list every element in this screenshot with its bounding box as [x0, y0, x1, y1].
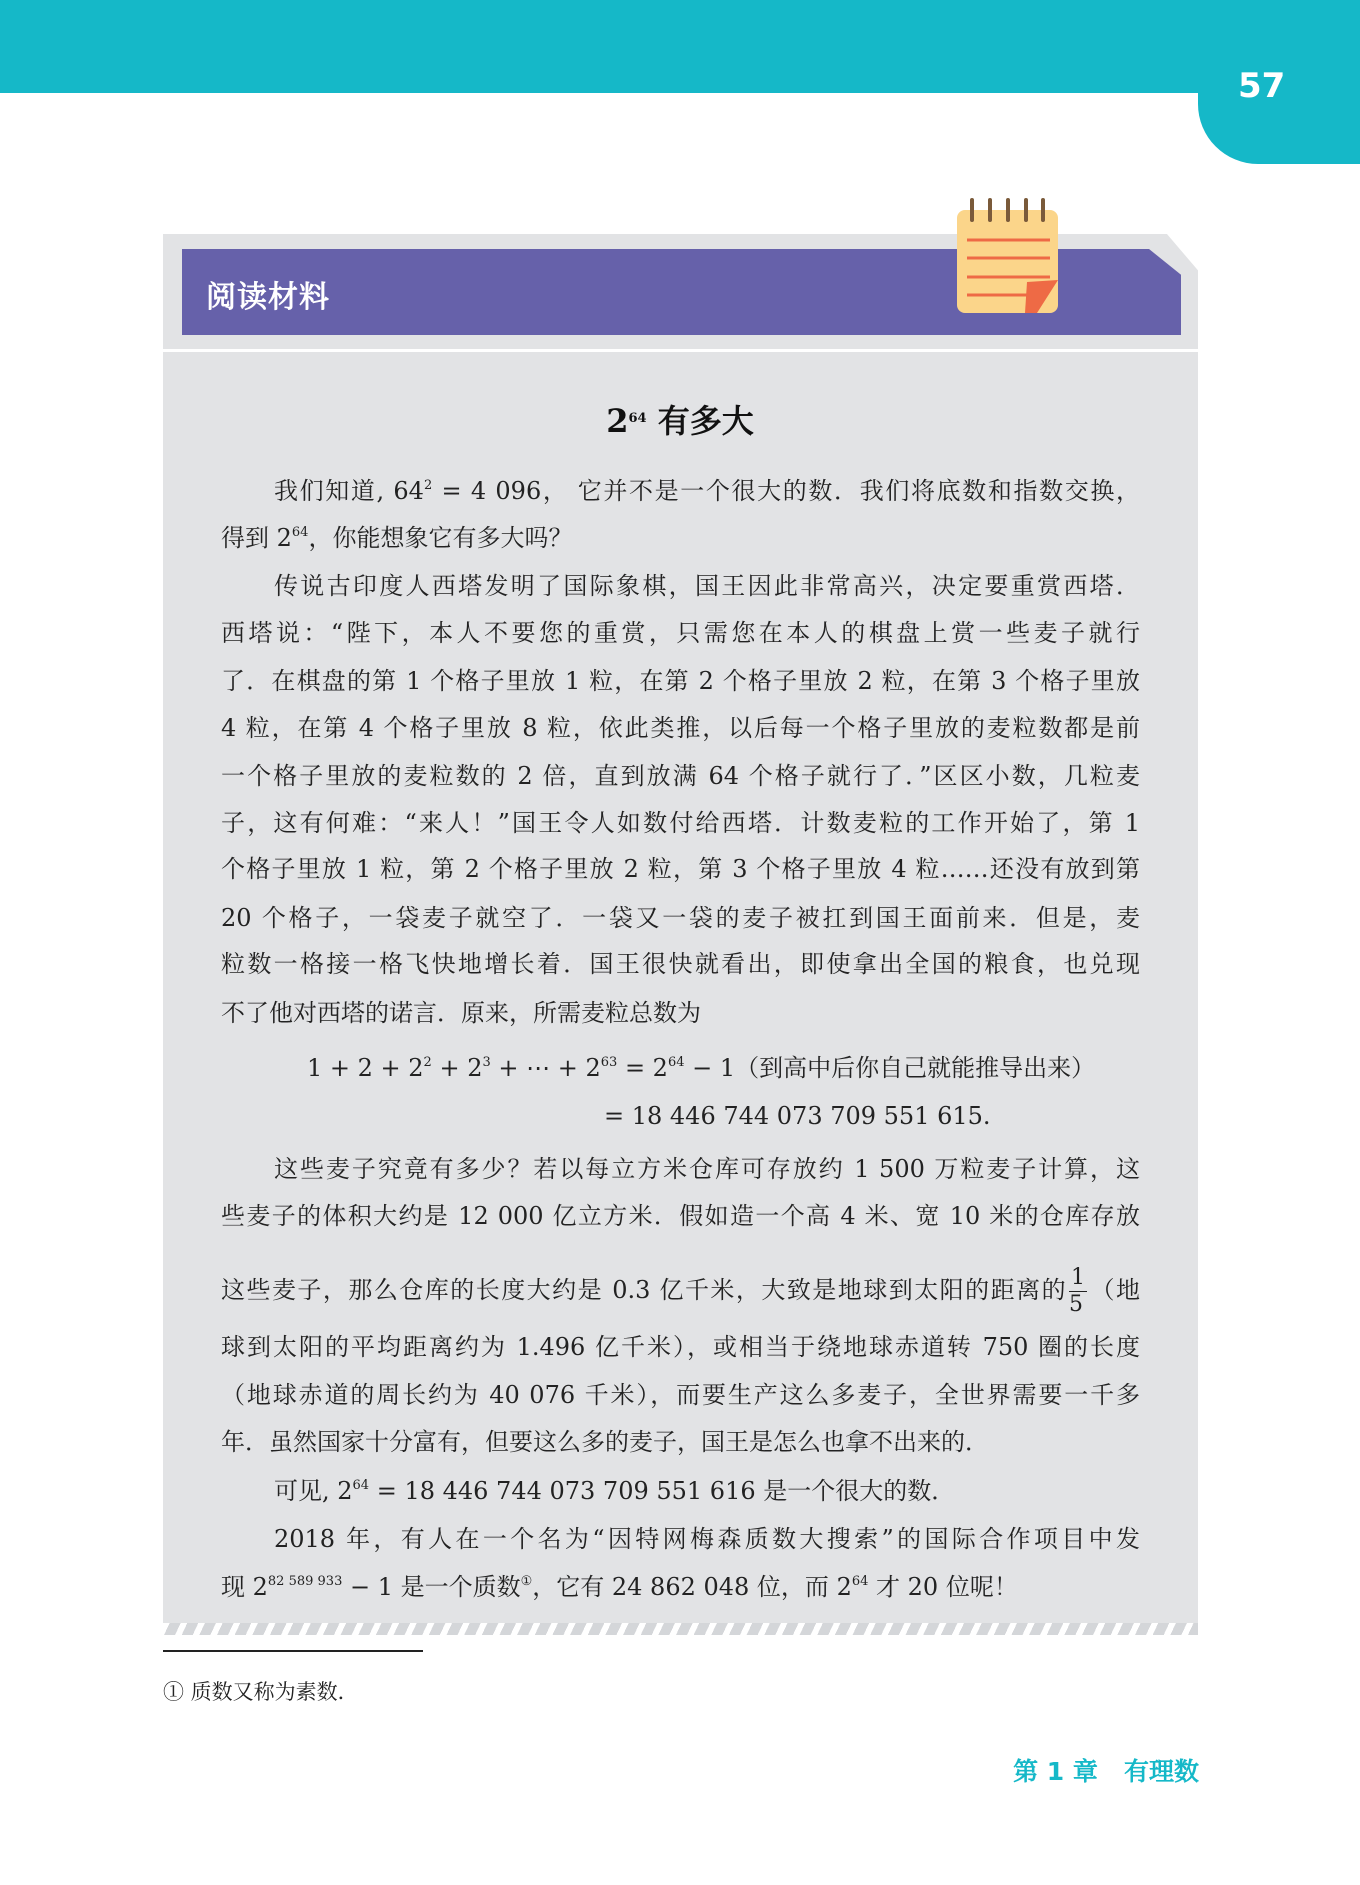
text-segment: = 2	[617, 1053, 668, 1082]
text-segment: − 1（到高中后你自己就能推导出来）	[684, 1053, 1096, 1082]
text-line	[221, 806, 1140, 840]
text-line	[221, 947, 1140, 981]
section-label: 阅读材料	[206, 280, 330, 315]
fraction-numerator: 1	[1071, 1264, 1086, 1290]
text-segment: 4 粒，在第 4 个格子里放 8 粒，依此类推，以后每一个格子里放的麦粒数都是前	[221, 713, 1140, 742]
superscript: 64	[851, 1574, 869, 1590]
text-segment: 子，这有何难：“来人！”国王令人如数付给西塔．计数麦粒的工作开始了，第 1	[221, 808, 1140, 837]
superscript: 64	[352, 1478, 370, 1494]
text-segment: 传说古印度人西塔发明了国际象棋，国王因此非常高兴，决定要重赏西塔．	[274, 571, 1140, 600]
text-line	[274, 1474, 1140, 1508]
text-segment: 得到 2	[221, 523, 292, 552]
text-line	[274, 569, 1140, 603]
formula-line	[307, 1051, 1095, 1085]
chapter-footer: 第 1 章 有理数	[1013, 1757, 1199, 1786]
article-title	[0, 396, 1360, 442]
text-line	[221, 1199, 1140, 1233]
title-text: 有多大	[646, 402, 754, 440]
text-segment: 2018 年，有人在一个名为“因特网梅森质数大搜索”的国际合作项目中发	[274, 1525, 1140, 1554]
text-segment: 西塔说：“陛下，本人不要您的重赏，只需您在本人的棋盘上赏一些麦子就行	[221, 618, 1140, 647]
text-segment: （地	[1089, 1275, 1140, 1304]
text-segment: = 4 096， 它并不是一个很大的数．我们将底数和指数交换，	[432, 476, 1141, 505]
text-segment: 20 个格子，一袋麦子就空了．一袋又一袋的麦子被扛到国王面前来．但是，麦	[221, 903, 1140, 932]
header-divider	[163, 349, 1198, 352]
text-segment: 我们知道, 64	[274, 476, 424, 505]
superscript: 3	[482, 1054, 491, 1070]
notepad-icon	[957, 198, 1058, 313]
text-line	[221, 711, 1140, 745]
fraction	[1069, 1265, 1087, 1318]
superscript: 63	[600, 1054, 618, 1070]
text-segment: 不了他对西塔的诺言．原来，所需麦粒总数为	[221, 998, 701, 1027]
text-segment: + ⋯ + 2	[490, 1053, 601, 1082]
footnote-rule	[163, 1650, 423, 1652]
text-segment: 可见, 2	[274, 1477, 353, 1506]
superscript: 2	[423, 1054, 432, 1070]
superscript: ①	[520, 1574, 533, 1590]
superscript: 2	[423, 477, 433, 493]
top-banner	[0, 0, 1360, 93]
text-segment: 个格子里放 1 粒，第 2 个格子里放 2 粒，第 3 个格子里放 4 粒……还没有放到第	[221, 855, 1140, 884]
fraction-denominator: 5	[1069, 1291, 1084, 1317]
text-segment: = 18 446 744 073 709 551 616 是一个很大的数．	[369, 1477, 956, 1506]
text-line	[221, 664, 1140, 698]
text-segment: − 1 是一个质数	[342, 1573, 521, 1602]
text-line	[221, 901, 1140, 935]
text-segment: 球到太阳的平均距离约为 1.496 亿千米），或相当于绕地球赤道转 750 圈的长度	[221, 1332, 1140, 1361]
text-line	[274, 1522, 1140, 1556]
text-segment: 粒数一格接一格飞快地增长着．国王很快就看出，即使拿出全国的粮食，也兑现	[221, 950, 1140, 979]
text-line	[221, 996, 1140, 1030]
text-segment: 这些麦子究竟有多少？若以每立方米仓库可存放约 1 500 万粒麦子计算，这	[274, 1154, 1140, 1183]
text-line	[274, 474, 1140, 508]
page-number: 57	[1238, 66, 1286, 106]
text-segment: ，你能想象它有多大吗？	[308, 523, 573, 552]
superscript: 82 589 933	[267, 1574, 343, 1590]
text-line	[221, 1378, 1140, 1412]
title-base: 2	[606, 402, 629, 440]
text-line	[221, 1265, 1140, 1318]
text-line	[221, 1570, 1140, 1604]
text-line	[221, 759, 1140, 793]
text-segment: = 18 446 744 073 709 551 615.	[604, 1101, 991, 1130]
text-line	[221, 1330, 1140, 1364]
superscript: 64	[667, 1054, 685, 1070]
text-segment: 才 20 位呢！	[868, 1573, 1018, 1602]
text-segment: 现 2	[221, 1573, 268, 1602]
text-line	[221, 616, 1140, 650]
text-line	[274, 1152, 1140, 1186]
text-segment: 1 + 2 + 2	[307, 1053, 424, 1082]
text-line	[221, 1425, 1140, 1459]
text-line	[221, 852, 1140, 886]
text-segment: ，它有 24 862 048 位，而 2	[532, 1573, 852, 1602]
text-segment: + 2	[431, 1053, 483, 1082]
text-segment: 了．在棋盘的第 1 个格子里放 1 粒，在第 2 个格子里放 2 粒，在第 3 个格子里放	[221, 666, 1140, 695]
text-segment: 这些麦子，那么仓库的长度大约是 0.3 亿千米，大致是地球到太阳的距离的	[221, 1275, 1068, 1304]
text-segment: 些麦子的体积大约是 12 000 亿立方米．假如造一个高 4 米、宽 10 米的仓库存放	[221, 1201, 1140, 1230]
formula-line	[604, 1099, 991, 1133]
text-segment: （地球赤道的周长约为 40 076 千米），而要生产这么多麦子，全世界需要一千多	[221, 1380, 1140, 1409]
text-segment: 年．虽然国家十分富有，但要这么多的麦子，国王是怎么也拿不出来的．	[221, 1427, 989, 1456]
footnote: ① 质数又称为素数．	[163, 1680, 359, 1704]
panel-bottom-stripes	[163, 1623, 1198, 1635]
text-line	[221, 521, 1140, 555]
text-segment: 一个格子里放的麦粒数的 2 倍，直到放满 64 个格子就行了．”区区小数，几粒麦	[221, 761, 1140, 790]
title-exponent: 64	[628, 411, 647, 426]
superscript: 64	[291, 524, 309, 540]
